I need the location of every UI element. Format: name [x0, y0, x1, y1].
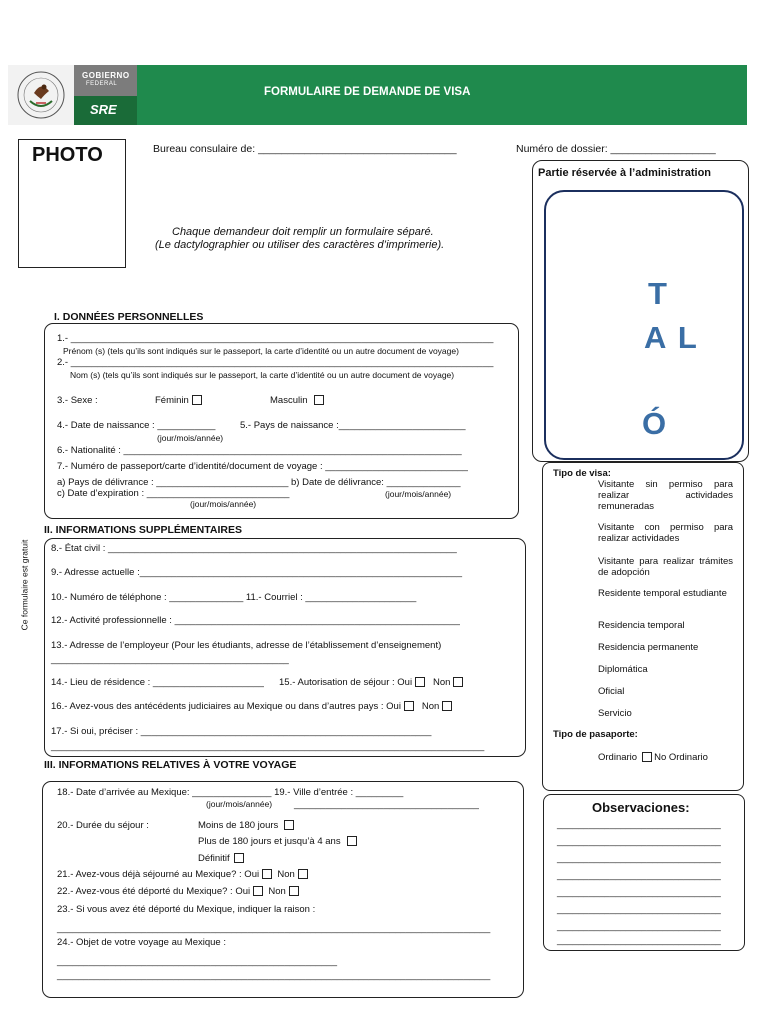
option-definitif[interactable] — [198, 853, 244, 864]
f22-oui-checkbox[interactable] — [253, 886, 263, 896]
field-3-sexe: 3.- Sexe : — [57, 395, 98, 406]
talo-al: A L — [644, 320, 697, 355]
field-13-line[interactable]: _____________________________________________ — [51, 654, 289, 665]
option-moins-180[interactable] — [198, 820, 294, 831]
field-23-raison: 23.- Si vous avez été déporté du Mexique, indiquer la raison : — [57, 904, 316, 915]
f16-non-label: Non — [421, 701, 440, 712]
f18-date-format: (jour/mois/année) — [206, 799, 273, 809]
field-13-employeur[interactable]: 13.- Adresse de l’employeur (Pour les étudiants, adresse de l’établissement d’enseignement) — [51, 640, 442, 651]
talo-box — [544, 190, 744, 460]
date-format-hint-2: (jour/mois/année) — [385, 489, 452, 499]
feminin-checkbox[interactable] — [192, 395, 202, 405]
field-14-residence[interactable]: 14.- Lieu de résidence : _____________________ — [51, 677, 264, 688]
f22-non-checkbox[interactable] — [289, 886, 299, 896]
field-18-19-arrivee[interactable]: 18.- Date d’arrivée au Mexique: _______________ 19.- Ville d’entrée : _________ — [57, 787, 404, 798]
field-19-line[interactable]: ___________________________________ — [294, 799, 479, 810]
ordinario-checkbox[interactable] — [642, 752, 652, 762]
photo-label: PHOTO — [32, 144, 103, 166]
visa-option-oficial[interactable]: Oficial — [598, 686, 625, 697]
field-12-activite[interactable]: 12.- Activité professionnelle : ______________________________________________________ — [51, 615, 460, 626]
opt2-checkbox[interactable] — [347, 836, 357, 846]
field-10-11-telephone-courriel[interactable]: 10.- Numéro de téléphone : ______________ 11.- Courriel : _____________________ — [51, 592, 417, 603]
visa-option-residencia-permanente[interactable]: Residencia permanente — [598, 642, 699, 653]
f15-non-checkbox[interactable] — [453, 677, 463, 687]
tipo-visa-box — [542, 462, 744, 791]
opt3-checkbox[interactable] — [234, 853, 244, 863]
f22-non-label: Non — [268, 886, 286, 897]
field-2-note: Nom (s) (tels qu’ils sont indiqués sur le passeport, la carte d’identité ou un autre document de voyage) — [70, 370, 455, 380]
talo-o: Ó — [642, 406, 667, 441]
field-9-adresse[interactable]: 9.- Adresse actuelle :_____________________________________________________________ — [51, 567, 463, 578]
field-4-date-naissance[interactable]: 4.- Date de naissance : ___________ — [57, 420, 216, 431]
feminin-label: Féminin — [155, 395, 189, 406]
header-banner — [8, 65, 747, 125]
opt2-label: Plus de 180 jours et jusqu’à 4 ans — [198, 836, 341, 847]
option-masculin[interactable] — [270, 395, 324, 406]
option-plus-180[interactable] — [198, 836, 357, 847]
observaciones-box — [543, 794, 745, 951]
field-5-pays-naissance[interactable]: 5.- Pays de naissance :________________________ — [240, 420, 466, 431]
f15-non-label: Non — [433, 677, 451, 688]
side-free-text: Ce formulaire est gratuit — [19, 539, 30, 631]
visa-option-con-permiso[interactable]: Visitante con permiso para realizar actividades — [598, 522, 733, 544]
talo-t: T — [648, 276, 667, 311]
field-24-line1[interactable]: _____________________________________________________ — [57, 956, 338, 967]
obs-line[interactable]: _______________________________ — [557, 870, 721, 881]
field-6-nationalite[interactable]: 6.- Nationalité : ________________________________________________________________ — [57, 445, 462, 456]
field-21-sejourne — [57, 869, 308, 880]
f15-label: 15.- Autorisation de séjour : Oui — [279, 677, 413, 688]
field-23-line[interactable]: __________________________________________________________________________________ — [57, 923, 491, 934]
f22-label: 22.- Avez-vous été déporté du Mexique? : Oui — [57, 886, 251, 897]
date-format-hint-3: (jour/mois/année) — [190, 499, 257, 509]
obs-line[interactable]: _______________________________ — [557, 921, 721, 932]
f21-oui-checkbox[interactable] — [262, 869, 272, 879]
visa-option-residente-estudiante[interactable]: Residente temporal estudiante — [598, 588, 727, 599]
date-format-hint: (jour/mois/année) — [157, 433, 224, 443]
masculin-label: Masculin — [270, 395, 308, 406]
numero-dossier-field[interactable]: Numéro de dossier: __________________ — [516, 143, 716, 155]
sre-logo — [74, 96, 137, 125]
visa-option-adopcion[interactable]: Visitante para realizar trámites de adopción — [598, 556, 733, 578]
gov-line1: GOBIERNO — [82, 71, 130, 80]
obs-line[interactable]: _______________________________ — [557, 935, 721, 946]
obs-line[interactable]: _______________________________ — [557, 853, 721, 864]
obs-line[interactable]: _______________________________ — [557, 887, 721, 898]
opt1-checkbox[interactable] — [284, 820, 294, 830]
section3-title: III. INFORMATIONS RELATIVES À VOTRE VOYAGE — [44, 759, 297, 771]
field-15-autorisation — [279, 677, 463, 688]
gobierno-federal-logo — [74, 65, 137, 96]
visa-option-sin-permiso[interactable]: Visitante sin permiso para realizar actividades remuneradas — [598, 479, 733, 512]
section1-title: I. DONNÉES PERSONNELLES — [54, 311, 204, 323]
field-16-antecedents — [51, 701, 452, 712]
f21-label: 21.- Avez-vous déjà séjourné au Mexique? : Oui — [57, 869, 260, 880]
field-a-pays-delivrance[interactable]: a) Pays de délivrance : _________________________ b) Date de délivrance: ______________ — [57, 477, 461, 488]
observaciones-title: Observaciones: — [592, 800, 690, 815]
gov-line2: FEDERAL — [86, 81, 118, 87]
field-24-line2[interactable]: __________________________________________________________________________________ — [57, 970, 491, 981]
field-7-passeport[interactable]: 7.- Numéro de passeport/carte d’identité/document de voyage : ___________________________ — [57, 461, 468, 472]
field-20-duree: 20.- Durée du séjour : — [57, 820, 149, 831]
field-8-etat-civil[interactable]: 8.- État civil : __________________________________________________________________ — [51, 543, 457, 554]
photo-box — [18, 139, 126, 268]
field-17-preciser[interactable]: 17.- Si oui, préciser : _______________________________________________________ — [51, 726, 432, 737]
admin-title: Partie réservée à l’administration — [538, 167, 712, 179]
masculin-checkbox[interactable] — [314, 395, 324, 405]
section2-title: II. INFORMATIONS SUPPLÉMENTAIRES — [44, 524, 242, 536]
ordinario-label: Ordinario — [598, 752, 638, 763]
obs-line[interactable]: _______________________________ — [557, 904, 721, 915]
tipo-visa-title: Tipo de visa: — [553, 468, 611, 479]
field-1-note: Prénom (s) (tels qu’ils sont indiqués sur le passeport, la carte d’identité ou un autre document de voyage) — [63, 346, 459, 356]
no-ordinario-label: No Ordinario — [654, 752, 708, 763]
opt3-label: Définitif — [198, 853, 230, 864]
tipo-pasaporte-title: Tipo de pasaporte: — [553, 729, 638, 740]
option-feminin[interactable] — [155, 395, 202, 406]
sre-text: SRE — [90, 102, 117, 117]
pasaporte-options — [598, 752, 708, 763]
f16-label: 16.- Avez-vous des antécédents judiciaires au Mexique ou dans d’autres pays : Oui — [51, 701, 401, 712]
bureau-consulaire-field[interactable]: Bureau consulaire de: __________________________________ — [153, 143, 457, 155]
field-c-date-expiration[interactable]: c) Date d’expiration : ___________________________ — [57, 488, 290, 499]
field-1-prenom[interactable]: 1.- ________________________________________________________________________________ — [57, 333, 494, 344]
f15-oui-checkbox[interactable] — [415, 677, 425, 687]
form-title: FORMULAIRE DE DEMANDE DE VISA — [264, 86, 471, 98]
instructions-line1: Chaque demandeur doit remplir un formulaire séparé. — [172, 226, 434, 238]
f21-non-label: Non — [277, 869, 295, 880]
instructions-line2: (Le dactylographier ou utiliser des caractères d’imprimerie). — [155, 239, 445, 251]
field-24-objet: 24.- Objet de votre voyage au Mexique : — [57, 937, 226, 948]
field-2-nom[interactable]: 2.- ________________________________________________________________________________ — [57, 357, 494, 368]
obs-line[interactable]: _______________________________ — [557, 819, 721, 830]
obs-line[interactable]: _______________________________ — [557, 836, 721, 847]
field-17-line[interactable]: __________________________________________________________________________________ — [51, 741, 485, 752]
visa-option-residencia-temporal[interactable]: Residencia temporal — [598, 620, 685, 631]
visa-option-servicio[interactable]: Servicio — [598, 708, 632, 719]
visa-option-diplomatica[interactable]: Diplomática — [598, 664, 648, 675]
field-22-deporte — [57, 886, 299, 897]
mexico-seal-logo — [8, 65, 74, 125]
f16-oui-checkbox[interactable] — [404, 701, 414, 711]
f21-non-checkbox[interactable] — [298, 869, 308, 879]
f16-non-checkbox[interactable] — [442, 701, 452, 711]
opt1-label: Moins de 180 jours — [198, 820, 279, 831]
